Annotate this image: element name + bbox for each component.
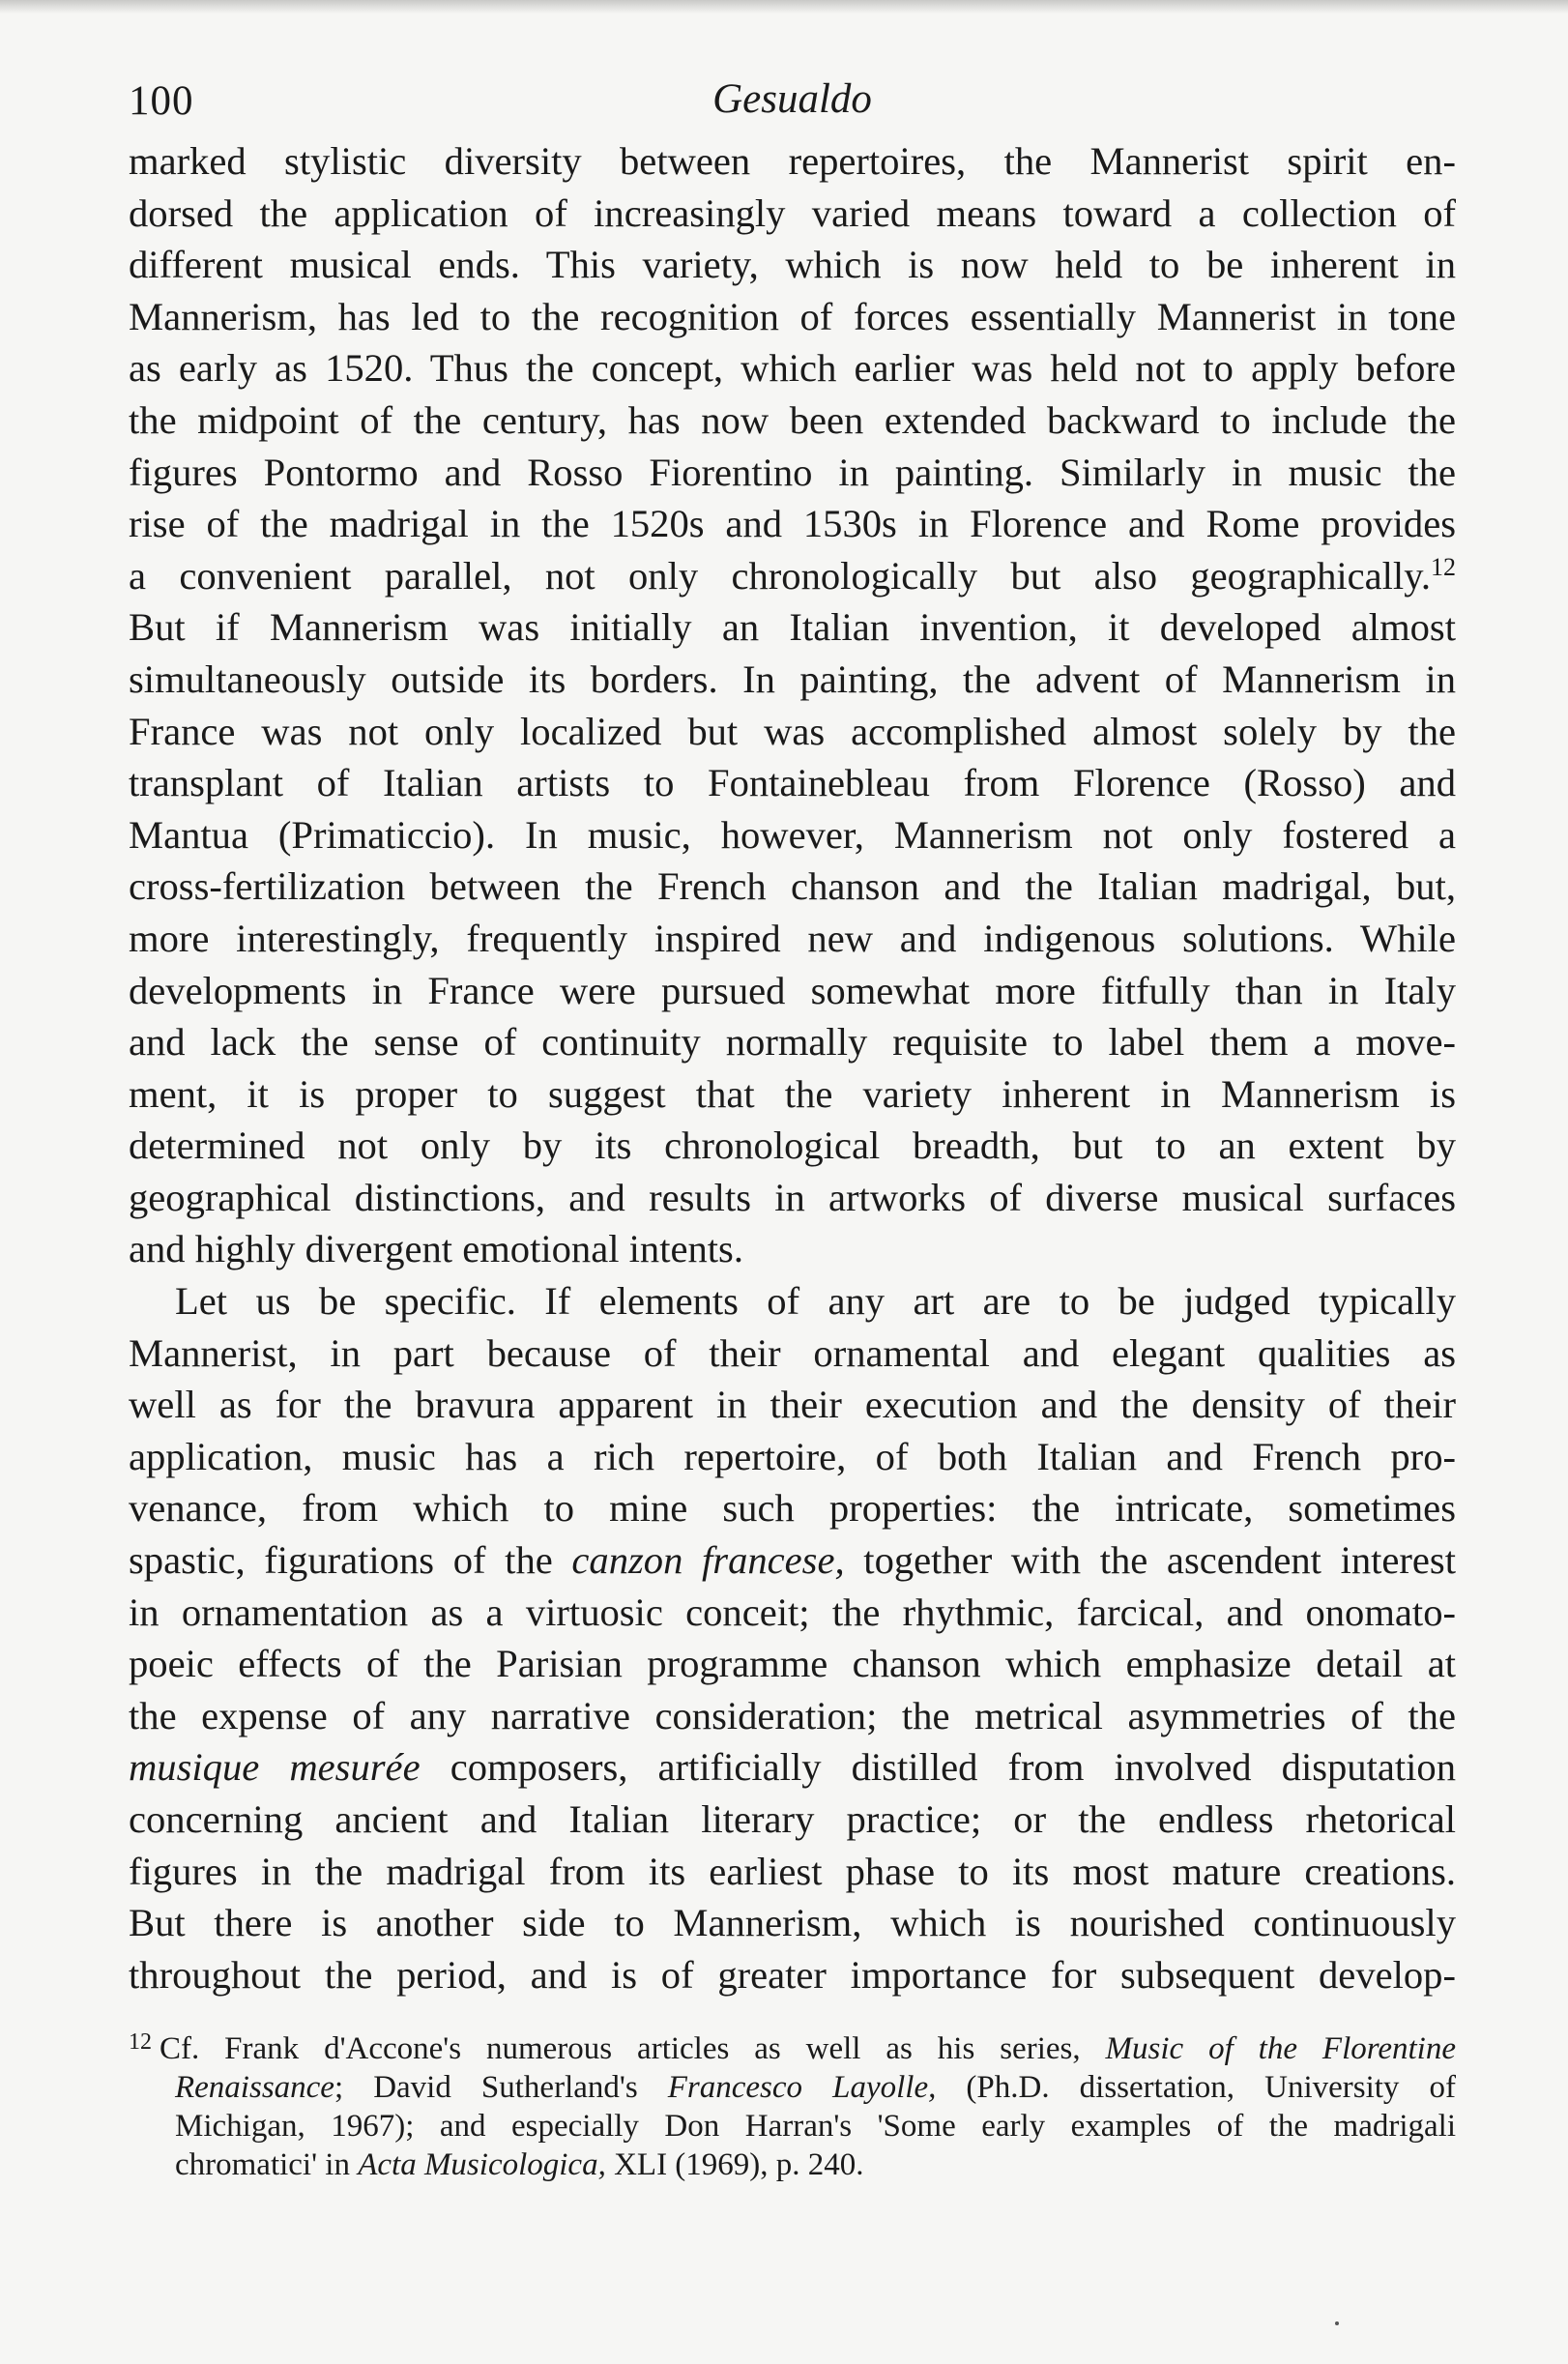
text-line: the midpoint of the century, has now been extended backward to include the xyxy=(129,397,1456,442)
text-line: ment, it is proper to suggest that the variety inherent in Mannerism is xyxy=(129,1071,1456,1116)
text-line: Mantua (Primaticcio). In music, however, Mannerism not only fostered a xyxy=(129,812,1456,857)
text-line: different musical ends. This variety, which is now held to be inherent in xyxy=(129,243,1456,287)
text-line: simultaneously outside its borders. In painting, the advent of Mannerism in xyxy=(129,657,1456,701)
text-line: application, music has a rich repertoire, of both Italian and French pro- xyxy=(129,1434,1456,1478)
text-line: figures in the madrigal from its earliest phase to its most mature creations. xyxy=(129,1849,1456,1893)
scan-speck xyxy=(1335,2321,1339,2325)
text-line: marked stylistic diversity between repertoires, the Mannerist spirit en- xyxy=(129,139,1456,183)
text-line: in ornamentation as a virtuosic conceit; the rhythmic, farcical, and onomato- xyxy=(129,1590,1456,1634)
text-line: throughout the period, and is of greater importance for subsequent develop- xyxy=(129,1952,1456,1997)
footnote-text: (Ph.D. dissertation, University of xyxy=(936,2070,1456,2106)
paragraph-1 xyxy=(129,135,1456,1275)
text-line: venance, from which to mine such properties: the intricate, sometimes xyxy=(129,1486,1456,1531)
text-line-content: a convenient parallel, not only chronologically but also geographically. xyxy=(129,553,1431,598)
text-line: as early as 1520. Thus the concept, which earlier was held not to apply before xyxy=(129,346,1456,391)
text-line: and highly divergent emotional intents. xyxy=(129,1227,743,1271)
text-line-with-footnote-ref xyxy=(129,550,1456,602)
footnote-line: Michigan, 1967); and especially Don Harran's 'Some early examples of the madrigali xyxy=(175,2109,1456,2145)
footnote-number: 12 xyxy=(129,2029,152,2056)
text-line: poeic effects of the Parisian programme chanson which emphasize detail at xyxy=(129,1642,1456,1686)
footnote-12 xyxy=(129,2029,1456,2184)
footnote-line xyxy=(129,2068,1456,2107)
footnote-italic: Acta Musicologica, xyxy=(358,2147,606,2183)
text-line: well as for the bravura apparent in their execution and the density of their xyxy=(129,1383,1456,1427)
italic-term: canzon francese, xyxy=(571,1538,845,1583)
text-line: But if Mannerism was initially an Italian invention, it developed almost xyxy=(129,605,1456,650)
text-line: determined not only by its chronological breadth, but to an extent by xyxy=(129,1124,1456,1168)
footnote-line xyxy=(129,2145,1456,2184)
footnote-line xyxy=(129,2029,1456,2068)
text-line: Mannerist, in part because of their ornamental and elegant qualities as xyxy=(129,1330,1456,1375)
paragraph-2 xyxy=(129,1275,1456,2000)
italic-term: musique mesurée xyxy=(129,1745,421,1790)
footnote-italic: Francesco Layolle, xyxy=(667,2070,937,2106)
text-line: developments in France were pursued somewhat more fitfully than in Italy xyxy=(129,968,1456,1012)
footnote-text: chromatici' in xyxy=(175,2147,359,2183)
footnote-italic: Music of the Florentine xyxy=(1105,2031,1456,2067)
scan-top-edge xyxy=(0,0,1568,14)
text-line: cross-fertilization between the French chanson and the Italian madrigal, but, xyxy=(129,864,1456,909)
text-segment: spastic, figurations of the xyxy=(129,1538,572,1583)
body-text xyxy=(129,135,1456,2000)
page-number: 100 xyxy=(129,78,194,124)
text-line-musique xyxy=(129,1741,1456,1794)
text-line: transplant of Italian artists to Fontainebleau from Florence (Rosso) and xyxy=(129,761,1456,805)
text-line: concerning ancient and Italian literary practice; or the endless rhetorical xyxy=(129,1797,1456,1841)
text-line: dorsed the application of increasingly varied means toward a collection of xyxy=(129,190,1456,235)
footnote-text: XLI (1969), p. 240. xyxy=(605,2147,864,2183)
footnote-text: ; David Sutherland's xyxy=(334,2070,668,2106)
text-line: rise of the madrigal in the 1520s and 1530s in Florence and Rome provides xyxy=(129,502,1456,546)
text-line: Let us be specific. If elements of any art are to be judged typically xyxy=(175,1279,1456,1324)
running-head xyxy=(129,75,1456,135)
running-title: Gesualdo xyxy=(712,76,872,122)
text-line: geographical distinctions, and results in artworks of diverse musical surfaces xyxy=(129,1175,1456,1219)
text-line: more interestingly, frequently inspired new and indigenous solutions. While xyxy=(129,916,1456,960)
text-segment: composers, artificially distilled from involved disputation xyxy=(420,1745,1456,1790)
book-page xyxy=(129,75,1456,2184)
text-line: France was not only localized but was accomplished almost solely by the xyxy=(129,709,1456,753)
footnote-text: Cf. Frank d'Accone's numerous articles as well as his series, xyxy=(160,2031,1106,2067)
text-line: figures Pontormo and Rosso Fiorentino in painting. Similarly in music the xyxy=(129,450,1456,494)
footnote-italic: Renaissance xyxy=(175,2070,334,2106)
text-line: Mannerism, has led to the recognition of forces essentially Mannerist in tone xyxy=(129,294,1456,338)
footnote-reference[interactable]: 12 xyxy=(1431,552,1456,581)
text-line: But there is another side to Mannerism, which is nourished continuously xyxy=(129,1901,1456,1945)
text-line: the expense of any narrative consideration; the metrical asymmetries of the xyxy=(129,1693,1456,1737)
footnotes xyxy=(129,2029,1456,2184)
text-line-canzon xyxy=(129,1534,1456,1587)
text-segment: together with the ascendent interest xyxy=(844,1538,1456,1583)
text-line: and lack the sense of continuity normally requisite to label them a move- xyxy=(129,1020,1456,1065)
